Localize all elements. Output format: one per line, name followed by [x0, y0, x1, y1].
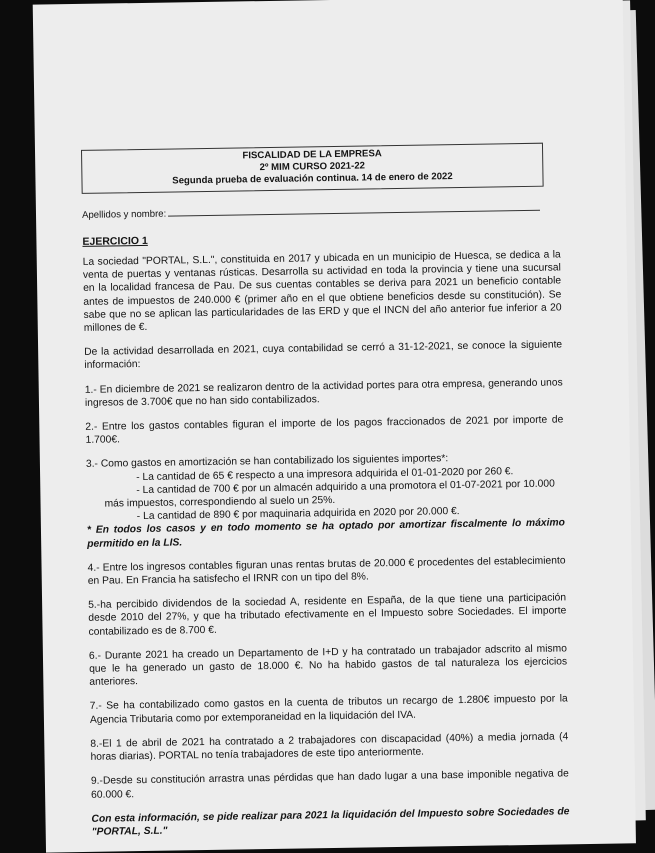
header-subtitle: Segunda prueba de evaluación continua. 14 de enero de 2022 — [172, 171, 453, 187]
exam-header — [81, 143, 544, 194]
item-3-intro: 3.- Como gastos en amortización se han contabilizado los siguientes importes*: — [85, 453, 449, 471]
item-3-sub-2: - La cantidad de 700 € por un almacén adquirido a una promotora el 01-07-2021 por 10.000 — [136, 478, 555, 496]
item-4: 4.- Entre los ingresos contables figuran unas rentas brutas de 20.000 € procedentes del establecimiento en Pau. En Francia ha satisfecho el IRNR con un tipo del 8%. — [87, 555, 566, 587]
item-3 — [86, 451, 565, 551]
info-intro: De la actividad desarrollada en 2021, cuya contabilidad se cerró a 31-12-2021, se conoce la siguiente información: — [84, 339, 563, 372]
item-1: 1.- En diciembre de 2021 se realizaron dentro de la actividad portes para otra empresa, generando unos ingresos de 3.700€ que no han sido contabilizados. — [84, 377, 563, 409]
item-6: 6.- Durante 2021 ha creado un Departamento de I+D y ha contratado un trabajador adscrito al mismo que le ha generado un gasto de 18.000 €. No ha habido gastos de tal naturaleza los ejercicios anteriores. — [88, 643, 568, 689]
item-2: 2.- Entre los gastos contables figuran el importe de los pagos fraccionados de 2021 por importe de 1.700€. — [85, 414, 564, 447]
closing-instruction: Con esta información, se pide realizar para 2021 la liquidación del Impuesto sobre Sociedades de "PORTAL, S.L." — [91, 806, 570, 838]
item-5: 5.-ha percibido dividendos de la sociedad A, residente en España, de la que tiene una participación desde 2010 del 27%, y que ha tributado efectivamente en el Impuesto sobre Sociedades. El importe contabilizado es de 8.700 €. — [88, 592, 567, 638]
item-7: 7.- Se ha contabilizado como gastos en la cuenta de tributos un recargo de 1.280€ impuesto por la Agencia Tributaria como por extemporaneidad en la liquidación del IVA. — [89, 693, 568, 726]
name-label: Apellidos y nombre: — [81, 208, 167, 221]
header-course: 2º MIM CURSO 2021-22 — [259, 160, 366, 174]
name-field — [82, 201, 552, 223]
exercise-title: EJERCICIO 1 — [82, 234, 148, 248]
header-title: FISCALIDAD DE LA EMPRESA — [242, 148, 382, 162]
intro-paragraph: La sociedad "PORTAL, S.L.", constituida en 2017 y ubicada en un municipio de Huesca, se dedica a la venta de puertas y ventanas rústicas. Desarrolla su actividad en toda la provincia y tiene una sucursal en la localidad francesa de Pau. De sus cuentas contables se deriva para 2021 un beneficio contable antes de impuestos de 240.000 € (primer año en el que obtiene beneficios desde su constitución). Se sabe que no se aplican las particularidades de las ERD y que el INCN del año anterior fue inferior a 20 millones de €. — [82, 249, 562, 334]
exam-page — [33, 0, 636, 853]
item-9: 9.-Desde su constitución arrastra unas pérdidas que han dado lugar a una base imponible negativa de 60.000 €. — [90, 768, 569, 801]
item-8: 8.-El 1 de abril de 2021 ha contratado a 2 trabajadores con discapacidad (40%) a media jornada (4 horas diarias). PORTAL no tenía trabajadores de este tipo anteriormente. — [90, 731, 569, 763]
item-3-sub-2-cont: más impuestos, correspondiendo al suelo un 25%. — [104, 495, 336, 510]
item-3-note: * En todos los casos y en todo momento se ha optado por amortizar fiscalmente lo máximo permitido en la LIS. — [86, 517, 566, 550]
item-3-sub-1: - La cantidad de 65 € respecto a una impresora adquirida el 01-01-2020 por 260 €. — [136, 465, 514, 483]
exercise-body — [83, 248, 570, 850]
name-line — [168, 201, 540, 217]
item-3-sub-3: - La cantidad de 890 € por maquinaria adquirida en 2020 por 20.000 €. — [136, 506, 460, 523]
